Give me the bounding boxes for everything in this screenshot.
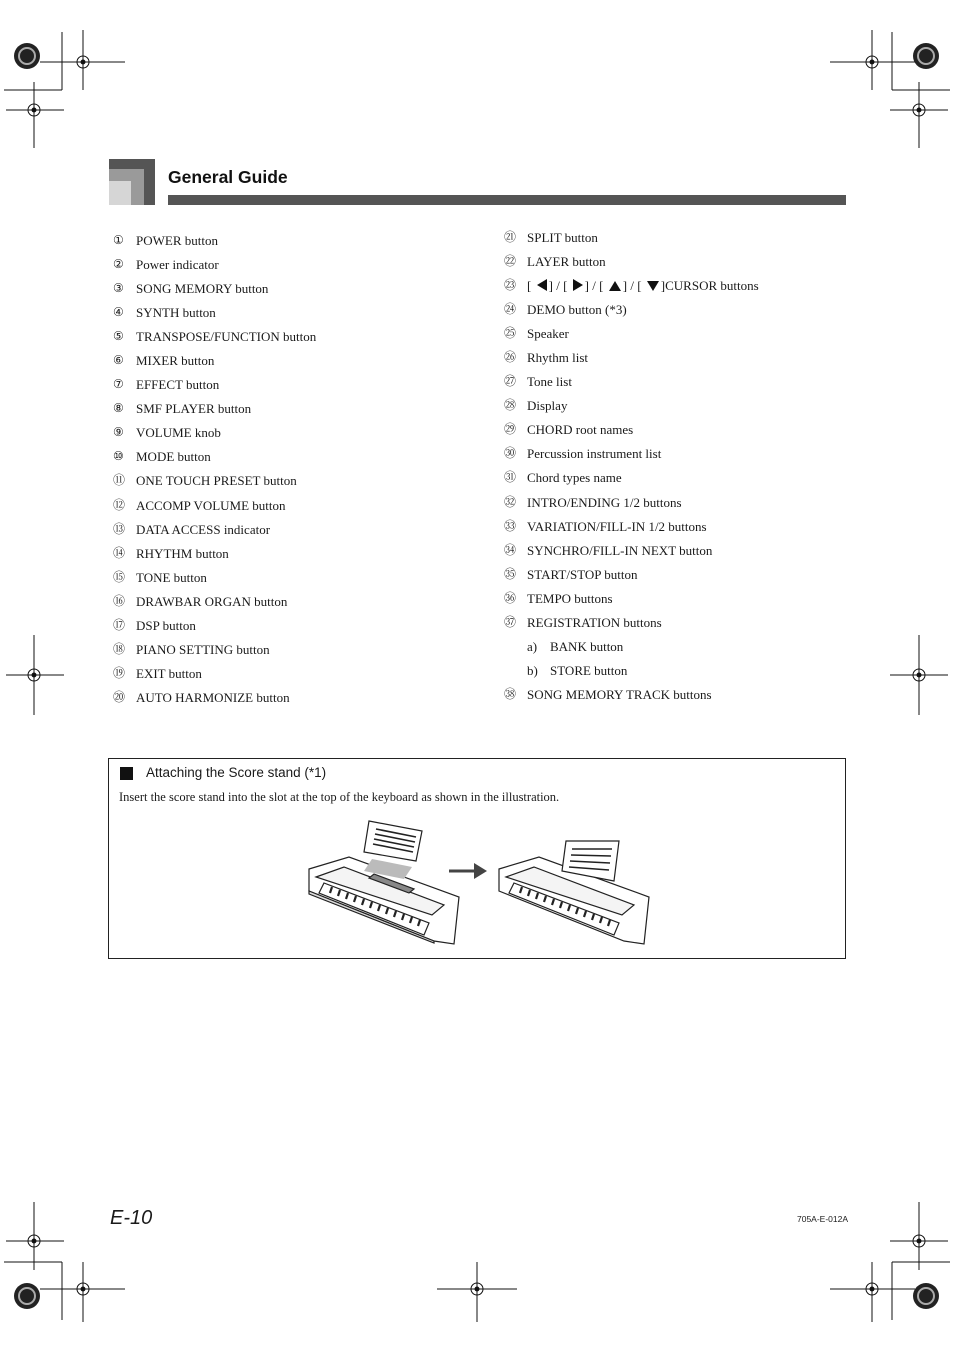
item-number: ⑥ <box>113 353 124 368</box>
item-label: Chord types name <box>527 470 622 486</box>
item-number: ⑩ <box>113 449 124 464</box>
item-label: SMF PLAYER button <box>136 401 252 417</box>
item-label: CHORD root names <box>527 422 634 438</box>
item-number: ⑦ <box>113 377 124 392</box>
item-label: Rhythm list <box>527 350 589 366</box>
document-code: 705A-E-012A <box>797 1214 849 1224</box>
item-number: ⑱ <box>113 641 126 656</box>
item-number: ㉞ <box>504 542 517 557</box>
item-number: ⑮ <box>113 569 126 584</box>
item-label: SYNTH button <box>136 305 216 321</box>
item-label: Speaker <box>527 326 569 342</box>
item-label: [ ] / [ ] / [ ] / [ ]CURSOR buttons <box>527 278 759 294</box>
item-number: ㊲ <box>504 614 517 629</box>
bullet-square-icon <box>120 767 133 780</box>
item-label: INTRO/ENDING 1/2 buttons <box>527 494 682 510</box>
item-number: ㉒ <box>504 254 517 269</box>
item-label: Display <box>527 398 568 414</box>
item-number: ㉛ <box>504 470 517 485</box>
item-label: ACCOMP VOLUME button <box>136 497 286 513</box>
item-label: REGISTRATION buttons <box>527 614 662 630</box>
item-number: ④ <box>113 305 124 320</box>
item-label: SYNCHRO/FILL-IN NEXT button <box>527 542 713 558</box>
sub-item-label: BANK button <box>550 638 624 654</box>
score-stand-box <box>108 758 846 959</box>
item-label: SPLIT button <box>527 230 598 245</box>
cursor-left-icon <box>537 279 547 291</box>
item-label: SONG MEMORY TRACK buttons <box>527 686 712 702</box>
item-number: ㉜ <box>504 494 517 509</box>
item-label: ONE TOUCH PRESET button <box>136 473 297 489</box>
item-number: ⑫ <box>113 497 126 512</box>
box-text: Insert the score stand into the slot at the top of the keyboard as shown in the illustration. <box>119 790 560 804</box>
sub-item-label: STORE button <box>550 662 628 678</box>
item-label: TONE button <box>136 569 207 585</box>
keyboard-illustration <box>304 819 654 949</box>
item-number: ⑯ <box>113 593 126 608</box>
item-label: TEMPO buttons <box>527 590 613 606</box>
item-label: TRANSPOSE/FUNCTION button <box>136 329 317 345</box>
item-number: ㉘ <box>504 398 517 413</box>
item-number: ㉗ <box>504 374 517 389</box>
item-number: ⑳ <box>113 689 126 704</box>
item-number: ② <box>113 257 124 272</box>
item-number: ⑬ <box>113 521 126 536</box>
item-number: ㉔ <box>504 302 517 317</box>
item-label: DATA ACCESS indicator <box>136 521 271 537</box>
item-label: PIANO SETTING button <box>136 641 270 657</box>
item-label: EXIT button <box>136 665 202 681</box>
item-label: SONG MEMORY button <box>136 281 269 297</box>
arrow-right-icon <box>449 863 487 879</box>
item-number: ㉙ <box>504 422 517 437</box>
item-label: RHYTHM button <box>136 545 229 561</box>
item-label: LAYER button <box>527 254 606 270</box>
item-number: ㊳ <box>504 686 517 701</box>
item-label: EFFECT button <box>136 377 220 393</box>
box-title: Attaching the Score stand (*1) <box>146 765 327 780</box>
item-number: ⑧ <box>113 401 124 416</box>
item-number: ㉚ <box>504 446 517 461</box>
item-label: DSP button <box>136 617 196 633</box>
item-number: ㊱ <box>504 590 517 605</box>
item-number: ㉖ <box>504 350 517 365</box>
item-number: ⑭ <box>113 545 126 560</box>
item-label: DEMO button (*3) <box>527 302 627 318</box>
sub-item-letter: a) <box>527 638 538 654</box>
item-label: MIXER button <box>136 353 215 369</box>
item-number: ㉟ <box>504 566 517 581</box>
page-number: E-10 <box>110 1207 153 1229</box>
item-number: ㉝ <box>504 518 517 533</box>
section-marker-icon <box>109 159 155 205</box>
item-number: ⑰ <box>113 617 126 632</box>
item-number: ⑤ <box>113 329 124 344</box>
item-label: POWER button <box>136 233 218 248</box>
cursor-up-icon <box>609 281 621 291</box>
item-label: Percussion instrument list <box>527 446 662 462</box>
item-label: DRAWBAR ORGAN button <box>136 593 288 609</box>
item-number: ㉕ <box>504 326 517 341</box>
item-label: AUTO HARMONIZE button <box>136 689 290 705</box>
cursor-down-icon <box>647 281 659 291</box>
item-number: ⑪ <box>113 473 126 488</box>
sub-item-letter: b) <box>527 662 538 678</box>
item-label: VOLUME knob <box>136 425 221 441</box>
section-title: General Guide <box>168 167 288 187</box>
item-number: ③ <box>113 281 124 296</box>
item-number: ㉓ <box>504 278 517 293</box>
item-label: VARIATION/FILL-IN 1/2 buttons <box>527 518 707 534</box>
item-label: START/STOP button <box>527 566 638 582</box>
section-rule <box>168 195 846 205</box>
item-label: Tone list <box>527 374 572 390</box>
item-number: ⑨ <box>113 425 124 440</box>
item-label: Power indicator <box>136 257 219 273</box>
item-number: ㉑ <box>504 230 517 244</box>
item-label: MODE button <box>136 449 211 465</box>
item-number: ① <box>113 233 124 247</box>
cursor-right-icon <box>573 279 583 291</box>
item-number: ⑲ <box>113 665 126 680</box>
